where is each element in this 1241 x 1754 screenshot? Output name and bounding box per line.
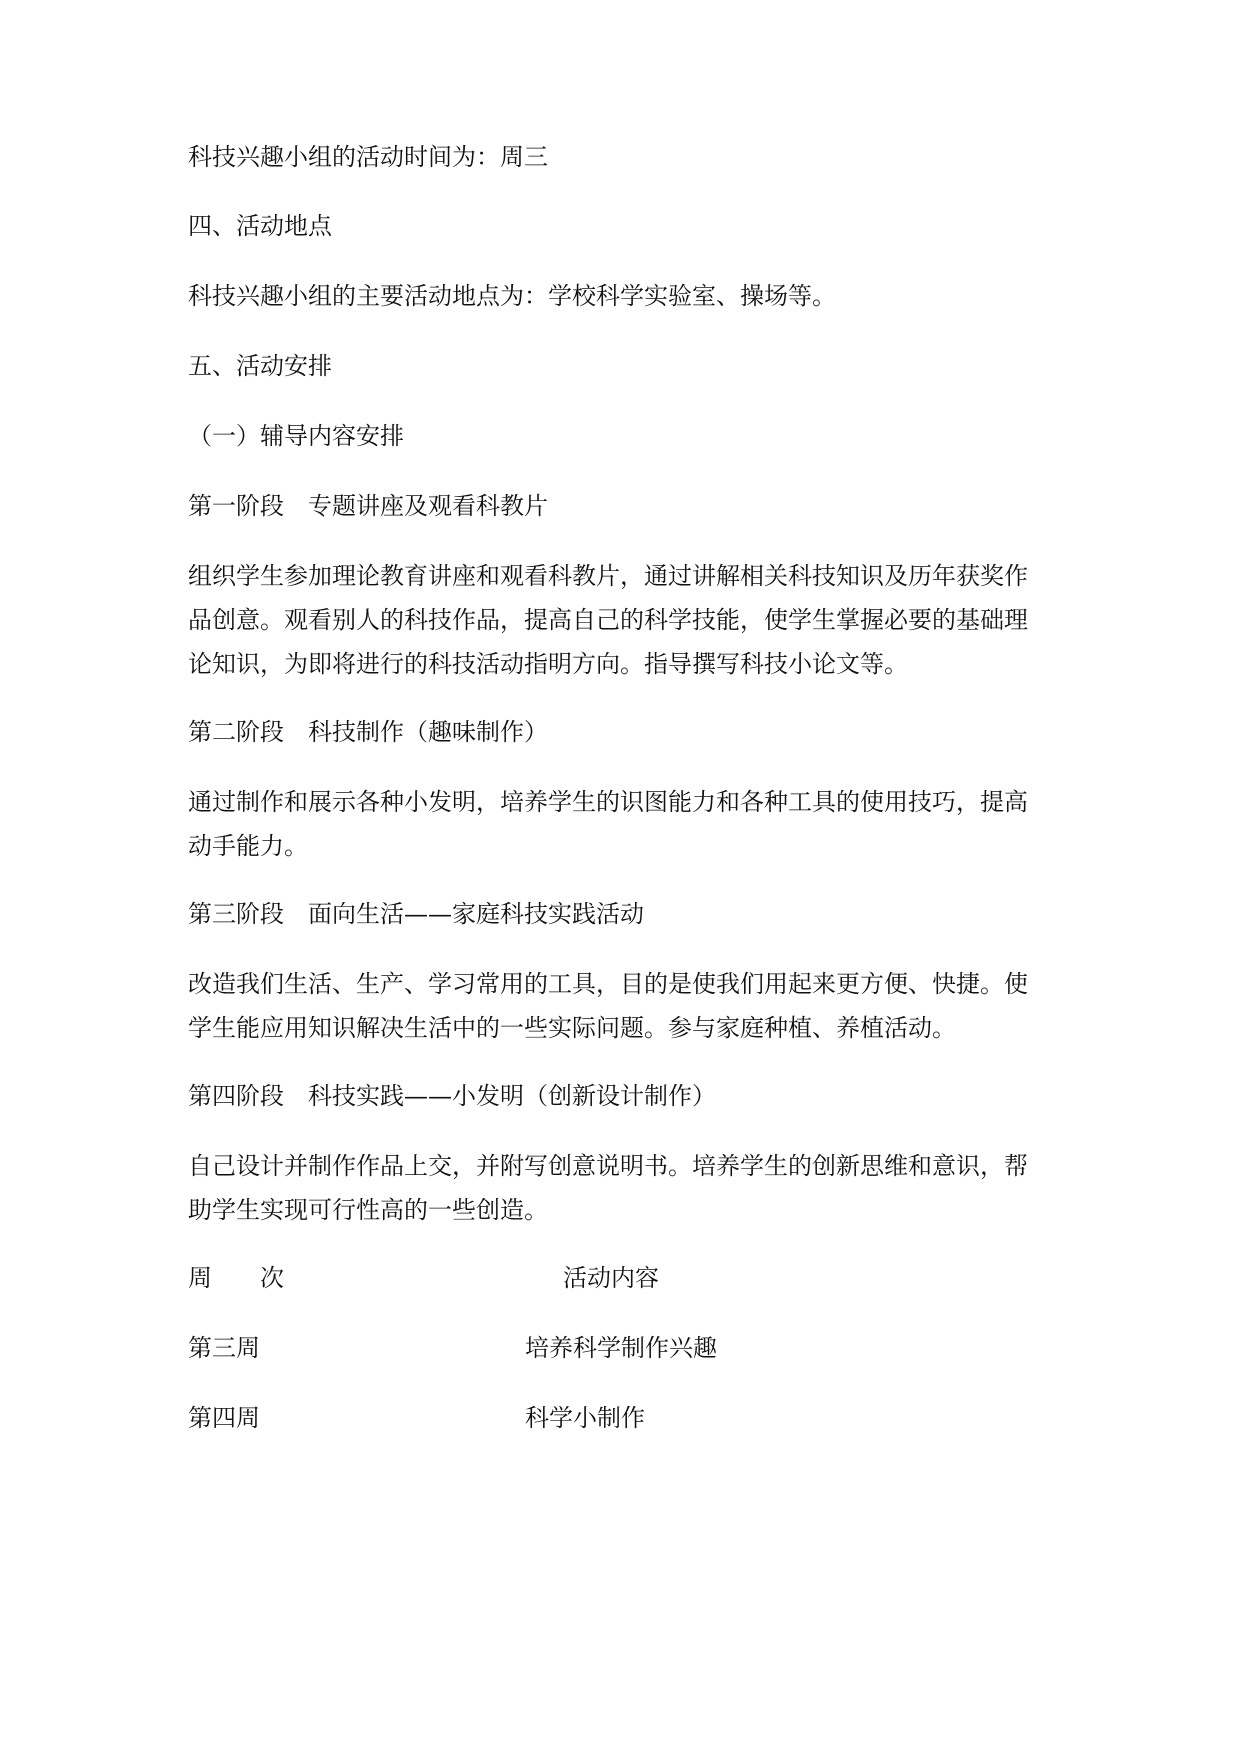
subsection-heading-content: （一）辅导内容安排 xyxy=(188,422,404,450)
activity-location-text: 科技兴趣小组的主要活动地点为：学校科学实验室、操场等。 xyxy=(188,282,836,310)
schedule-header-content: 活动内容 xyxy=(563,1264,659,1292)
stage4-body-line1: 自己设计并制作作品上交，并附写创意说明书。培养学生的创新思维和意识，帮 xyxy=(188,1152,1028,1180)
schedule-header-week: 周 次 xyxy=(188,1264,284,1292)
schedule-content-cell: 科学小制作 xyxy=(525,1404,645,1432)
stage1-body-line2: 品创意。观看别人的科技作品，提高自己的科学技能，使学生掌握必要的基础理 xyxy=(188,606,1028,634)
stage3-body-line2: 学生能应用知识解决生活中的一些实际问题。参与家庭种植、养植活动。 xyxy=(188,1014,956,1042)
stage4-body-line2: 助学生实现可行性高的一些创造。 xyxy=(188,1196,548,1224)
section-heading-arrangement: 五、活动安排 xyxy=(188,352,332,380)
stage4-title: 第四阶段 科技实践——小发明（创新设计制作） xyxy=(188,1082,716,1110)
stage3-title: 第三阶段 面向生活——家庭科技实践活动 xyxy=(188,900,644,928)
stage1-body-line3: 论知识，为即将进行的科技活动指明方向。指导撰写科技小论文等。 xyxy=(188,650,908,678)
activity-time-text: 科技兴趣小组的活动时间为：周三 xyxy=(188,143,548,171)
section-heading-location: 四、活动地点 xyxy=(188,212,332,240)
stage2-body-line2: 动手能力。 xyxy=(188,832,308,860)
stage1-body-line1: 组织学生参加理论教育讲座和观看科教片，通过讲解相关科技知识及历年获奖作 xyxy=(188,562,1028,590)
stage2-title: 第二阶段 科技制作（趣味制作） xyxy=(188,718,548,746)
stage2-body-line1: 通过制作和展示各种小发明，培养学生的识图能力和各种工具的使用技巧，提高 xyxy=(188,788,1028,816)
schedule-week-cell: 第三周 xyxy=(188,1334,260,1362)
schedule-week-cell: 第四周 xyxy=(188,1404,260,1432)
stage3-body-line1: 改造我们生活、生产、学习常用的工具，目的是使我们用起来更方便、快捷。使 xyxy=(188,970,1028,998)
schedule-content-cell: 培养科学制作兴趣 xyxy=(525,1334,717,1362)
stage1-title: 第一阶段 专题讲座及观看科教片 xyxy=(188,492,548,520)
